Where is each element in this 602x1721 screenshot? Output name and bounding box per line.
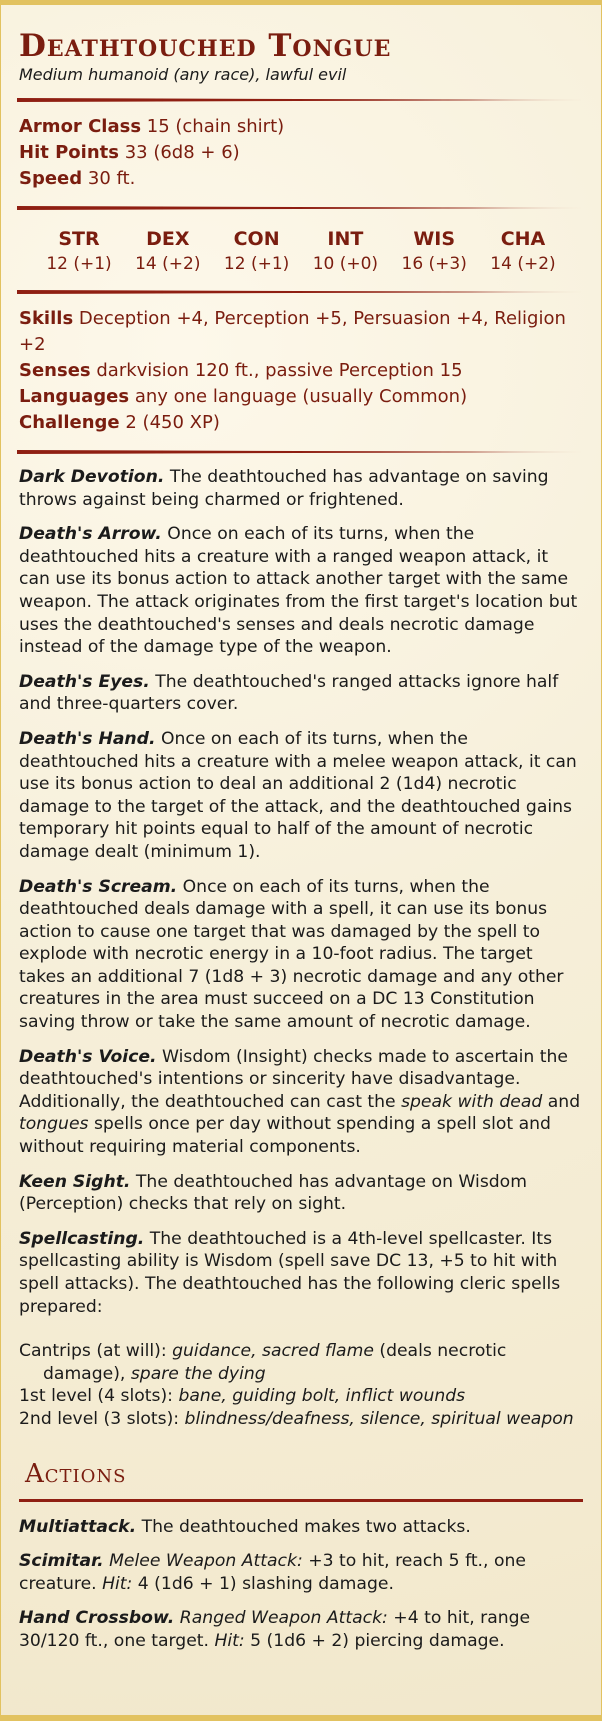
spell-names: bane, guiding bolt, inflict wounds: [178, 1386, 466, 1407]
skills-value: Deception +4, Perception +5, Persuasion +4, Religion +2: [19, 308, 566, 355]
challenge-row: [19, 410, 583, 436]
hit-label: Hit:: [102, 1573, 133, 1594]
ability-score: 16 (+3): [401, 254, 467, 274]
action-text: The deathtouched makes two attacks.: [136, 1516, 471, 1537]
monster-name: Deathtouched Tongue: [19, 28, 392, 64]
ability-wis: [394, 226, 474, 276]
skills-row: [19, 306, 583, 358]
armor-class-value: 15 (chain shirt): [146, 116, 285, 137]
trait-text: Once on each of its turns, when the deathtouched hits a creature with a ranged weapon attack, it can use its bonus action to attack another target with the same weapon. The attack originates from the first target's location but uses the deathtouched's senses and deals necrotic damage instead of the damage type of the weapon.: [19, 524, 578, 658]
ability-name: STR: [58, 228, 100, 250]
spell-list: [19, 1340, 583, 1430]
trait-name: Dark Devotion.: [19, 467, 165, 487]
action-name: Hand Crossbow.: [19, 1608, 175, 1629]
trait-text: Once on each of its turns, when the deathtouched hits a creature with a melee weapon attack, it can use its bonus action to deal an additional 2 (1d4) necrotic damage to the target of the attack, and the deathtouched gains temporary hit points equal to half of the amount of necrotic damage dealt (minimum 1).: [19, 728, 577, 862]
challenge-value: 2 (450 XP): [125, 412, 220, 433]
ability-score: 10 (+0): [312, 254, 379, 274]
trait-deaths-arrow: [19, 523, 583, 659]
ability-score: 14 (+2): [135, 254, 201, 274]
divider: [17, 290, 585, 294]
ability-con: [217, 226, 297, 276]
spell-name: speak with dead: [401, 1091, 543, 1112]
trait-keen-sight: [19, 1171, 583, 1216]
spell-note: (deals necrotic damage),: [43, 1341, 507, 1384]
speed-label: Speed: [19, 168, 83, 189]
damage-text: 4 (1d6 + 1) slashing damage.: [132, 1573, 394, 1594]
spell-names: blindness/deafness, silence, spiritual weapon: [184, 1408, 574, 1429]
trait-text: and: [542, 1091, 581, 1112]
trait-name: Death's Scream.: [19, 876, 178, 897]
spell-names: spare the dying: [130, 1363, 266, 1384]
ability-scores: [19, 222, 583, 276]
trait-dark-devotion: [19, 466, 583, 511]
spell-line-1st: [19, 1385, 583, 1408]
languages-value: any one language (usually Common): [134, 386, 468, 407]
trait-name: Spellcasting.: [19, 1228, 145, 1249]
skills-label: Skills: [19, 308, 74, 329]
action-text: +3 to hit, reach 5 ft., one creature.: [19, 1551, 526, 1594]
divider: [17, 98, 585, 102]
trait-text: spells once per day without spending a spell slot and without requiring material components.: [19, 1114, 551, 1158]
attack-type: Ranged Weapon Attack:: [174, 1608, 388, 1629]
spell-name: tongues: [19, 1114, 89, 1135]
armor-class-label: Armor Class: [19, 116, 142, 137]
ability-str: [39, 226, 119, 276]
action-scimitar: [19, 1550, 583, 1595]
hit-points-label: Hit Points: [19, 142, 119, 163]
trait-text: The deathtouched is a 4th-level spellcaster. Its spellcasting ability is Wisdom (spell save DC 13, +5 to hit with spell attacks). The deathtouched has the following cleric spells prepared:: [19, 1228, 561, 1317]
action-hand-crossbow: [19, 1607, 583, 1652]
ability-name: CHA: [500, 228, 546, 250]
speed-row: [19, 166, 583, 192]
hit-points-row: [19, 140, 583, 166]
languages-row: [19, 384, 583, 410]
trait-name: Keen Sight.: [19, 1171, 131, 1192]
senses-label: Senses: [19, 360, 91, 381]
languages-label: Languages: [19, 386, 130, 407]
ability-cha: [483, 226, 563, 276]
senses-value: darkvision 120 ft., passive Perception 15: [96, 360, 463, 381]
spell-line-2nd: [19, 1408, 583, 1431]
divider: [17, 206, 585, 210]
ability-name: DEX: [146, 228, 190, 250]
trait-deaths-hand: [19, 728, 583, 864]
actions-heading: Actions: [25, 1458, 127, 1489]
ability-score: 12 (+1): [46, 254, 112, 274]
trait-text: The deathtouched's ranged attacks ignore half and three-quarters cover.: [19, 671, 559, 715]
hit-label: Hit:: [214, 1630, 245, 1651]
monster-type: Medium humanoid (any race), lawful evil: [19, 65, 347, 84]
trait-name: Death's Voice.: [19, 1046, 157, 1067]
attack-type: Melee Weapon Attack:: [103, 1551, 303, 1572]
trait-deaths-eyes: [19, 671, 583, 716]
trait-text: Wisdom (Insight) checks made to ascertain the deathtouched's intentions or sincerity have disadvantage. Additionally, the deathtouched can cast the: [19, 1046, 568, 1112]
trait-spellcasting: [19, 1228, 583, 1318]
trait-text: The deathtouched has advantage on Wisdom (Perception) checks that rely on sight.: [19, 1171, 527, 1215]
ability-score: 14 (+2): [490, 254, 556, 274]
hit-points-value: 33 (6d8 + 6): [124, 142, 240, 163]
ability-score: 12 (+1): [223, 254, 290, 274]
actions-divider: [19, 1499, 583, 1502]
trait-name: Death's Eyes.: [19, 671, 150, 692]
senses-row: [19, 358, 583, 384]
trait-name: Death's Arrow.: [19, 524, 162, 545]
armor-class-row: [19, 114, 583, 140]
trait-text: Once on each of its turns, when the deathtouched deals damage with a spell, it can use its bonus action to cause one target that was damaged by the spell to explode with necrotic energy in a 10-foot radius. The target takes an additional 7 (1d8 + 3) necrotic damage and any other creatures in the area must succeed on a DC 13 Constitution saving throw or take the same amount of necrotic damage.: [19, 876, 564, 1033]
ability-name: CON: [233, 228, 280, 250]
divider: [17, 450, 585, 454]
damage-text: 5 (1d6 + 2) piercing damage.: [244, 1630, 505, 1651]
spell-line-cantrips: [19, 1340, 583, 1385]
ability-name: WIS: [413, 228, 456, 250]
ability-int: [305, 226, 385, 276]
action-text: +4 to hit, range 30/120 ft., one target.: [19, 1608, 531, 1651]
spell-level-label: 1st level (4 slots):: [19, 1386, 179, 1407]
trait-name: Death's Hand.: [19, 728, 156, 749]
spell-names: guidance, sacred flame: [172, 1341, 374, 1362]
speed-value: 30 ft.: [87, 168, 136, 189]
trait-deaths-scream: [19, 876, 583, 1034]
trait-text: The deathtouched has advantage on saving throws against being charmed or frightened.: [19, 467, 549, 510]
ability-name: INT: [327, 228, 364, 250]
action-multiattack: [19, 1516, 583, 1539]
spell-level-label: 2nd level (3 slots):: [19, 1408, 185, 1429]
spell-level-label: Cantrips (at will):: [19, 1341, 173, 1362]
trait-deaths-voice: [19, 1046, 583, 1159]
action-name: Multiattack.: [19, 1516, 137, 1537]
action-name: Scimitar.: [19, 1551, 104, 1572]
challenge-label: Challenge: [19, 412, 120, 433]
ability-dex: [128, 226, 208, 276]
